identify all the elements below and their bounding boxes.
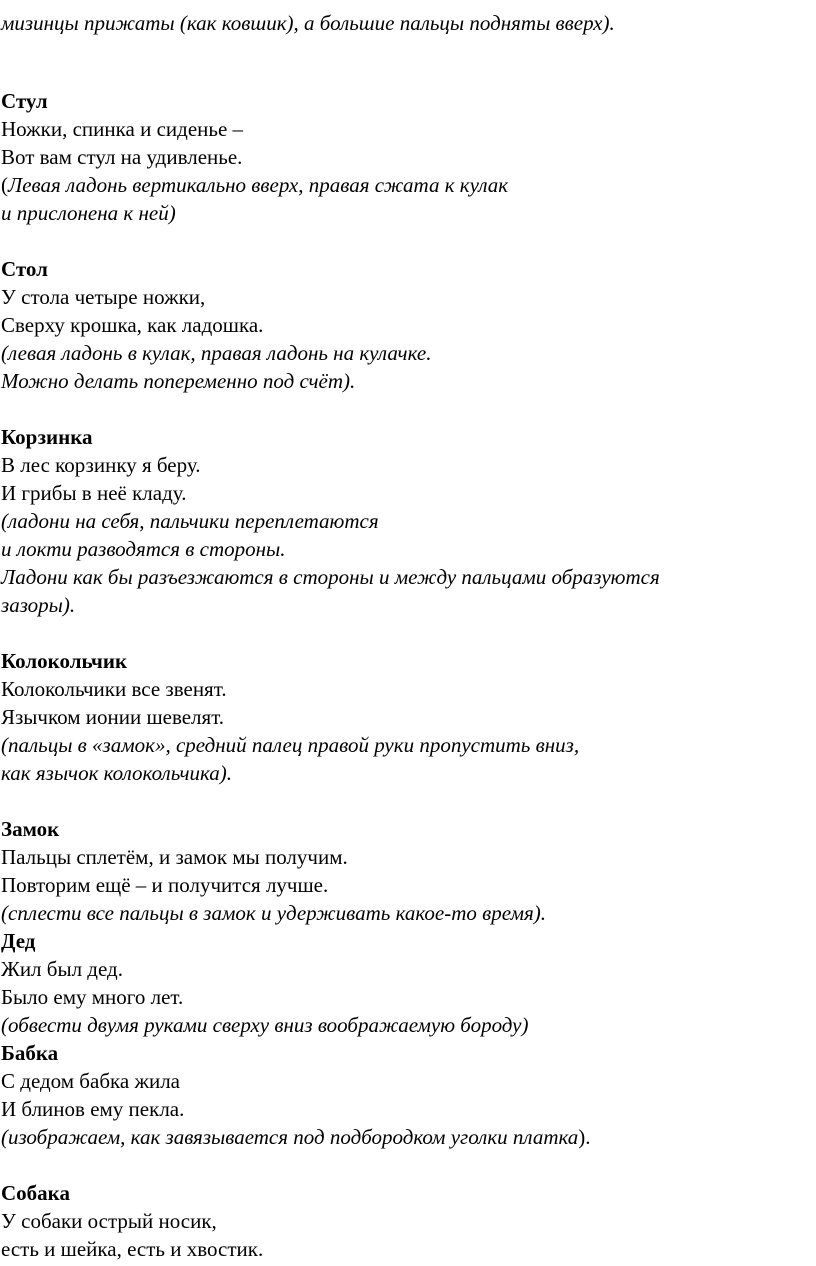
verse-line: В лес корзинку я беру. — [1, 453, 201, 477]
section-title-babka: Бабка — [1, 1041, 59, 1065]
instruction-line — [1, 1123, 591, 1151]
verse-line: И блинов ему пекла. — [1, 1097, 185, 1121]
verse-line: У собаки острый носик, — [1, 1209, 217, 1233]
verse-line: Вот вам стул на удивленье. — [1, 145, 243, 169]
instruction-line: (левая ладонь в кулак, правая ладонь на кулачке. — [1, 341, 432, 365]
intro-line: мизинцы прижаты (как ковшик), а большие пальцы подняты вверх). — [1, 11, 615, 35]
instruction-line: Можно делать попеременно под счёт). — [1, 369, 356, 393]
verse-line: Ножки, спинка и сиденье – — [1, 117, 244, 141]
verse-line: Пальцы сплетём, и замок мы получим. — [1, 845, 348, 869]
instruction-line: (пальцы в «замок», средний палец правой руки пропустить вниз, — [1, 733, 580, 757]
instruction-line: (сплести все пальцы в замок и удерживать какое-то время). — [1, 901, 546, 925]
instruction-line: (ладони на себя, пальчики переплетаются — [1, 509, 379, 533]
verse-line: Повторим ещё – и получится лучше. — [1, 873, 329, 897]
instruction-line: Ладони как бы разъезжаются в стороны и между пальцами образуются — [1, 565, 660, 589]
verse-line: С дедом бабка жила — [1, 1069, 181, 1093]
verse-line: Язычком ионии шевелят. — [1, 705, 225, 729]
section-title-korzinka: Корзинка — [1, 425, 93, 449]
instruction-text: Левая ладонь вертикально вверх, правая сжата к кулак — [8, 173, 509, 197]
instruction-paren: ( — [1, 173, 8, 197]
verse-line: И грибы в неё кладу. — [1, 481, 187, 505]
instruction-line: как язычок колокольчика). — [1, 761, 233, 785]
section-title-ded: Дед — [1, 929, 36, 953]
instruction-line: и локти разводятся в стороны. — [1, 537, 286, 561]
verse-line: Было ему много лет. — [1, 985, 184, 1009]
instruction-line: (обвести двумя руками сверху вниз воображаемую бороду) — [1, 1013, 529, 1037]
verse-line: Колокольчики все звенят. — [1, 677, 227, 701]
instruction-paren: ). — [578, 1125, 591, 1149]
section-title-stol: Стол — [1, 257, 48, 281]
section-title-sobaka: Собака — [1, 1181, 70, 1205]
verse-line: Сверху крошка, как ладошка. — [1, 313, 264, 337]
instruction-line: и прислонена к ней) — [1, 201, 176, 225]
section-title-kolokolchik: Колокольчик — [1, 649, 128, 673]
section-title-zamok: Замок — [1, 817, 60, 841]
instruction-line: зазоры). — [1, 593, 76, 617]
section-title-stul: Стул — [1, 89, 48, 113]
verse-line: У стола четыре ножки, — [1, 285, 206, 309]
verse-line: есть и шейка, есть и хвостик. — [1, 1237, 264, 1261]
instruction-line — [1, 171, 508, 199]
verse-line: Жил был дед. — [1, 957, 123, 981]
instruction-text: (изображаем, как завязывается под подбородком уголки платка — [1, 1125, 579, 1149]
